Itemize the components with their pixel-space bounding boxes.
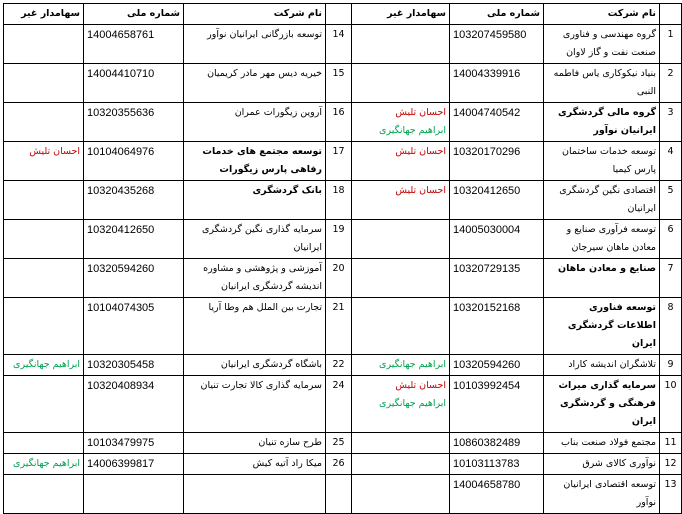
- shareholder-name: ابراهیم جهانگیری: [13, 359, 80, 370]
- company-name: بنیاد نیکوکاری یاس فاطمه النبی: [544, 64, 660, 103]
- shareholder-cell: [352, 454, 450, 475]
- row-number: 5: [660, 181, 682, 220]
- national-id: 10103479975: [84, 433, 184, 454]
- national-id: 14004658761: [84, 25, 184, 64]
- shareholder-cell: [352, 475, 450, 514]
- shareholder-cell: [4, 103, 84, 142]
- row-number: 10: [660, 376, 682, 433]
- row-number: 14: [326, 25, 352, 64]
- header-row-num-left: [326, 4, 352, 25]
- shareholder-cell: [4, 25, 84, 64]
- company-name: خیریه دیس مهر مادر کریمیان: [184, 64, 326, 103]
- table-row: [4, 298, 682, 355]
- row-number: 2: [660, 64, 682, 103]
- shareholder-name: ابراهیم جهانگیری: [379, 125, 446, 136]
- company-name: بانک گردشگری: [184, 181, 326, 220]
- row-number: 25: [326, 433, 352, 454]
- shareholder-cell: [4, 376, 84, 433]
- company-name: توسعه خدمات ساختمان پارس کیمیا: [544, 142, 660, 181]
- table-row: [4, 433, 682, 454]
- header-row-num-right: [660, 4, 682, 25]
- national-id: 14005030004: [450, 220, 544, 259]
- company-name: مجتمع فولاد صنعت بناب: [544, 433, 660, 454]
- national-id: 10320170296: [450, 142, 544, 181]
- row-number: 18: [326, 181, 352, 220]
- table-row: [4, 355, 682, 376]
- company-name: توسعه فناوری اطلاعات گردشگری ایران: [544, 298, 660, 355]
- national-id: 10320305458: [84, 355, 184, 376]
- company-name: توسعه مجتمع های خدمات رفاهی پارس زیگورات: [184, 142, 326, 181]
- shareholder-cell: [4, 142, 84, 181]
- shareholder-cell: [352, 433, 450, 454]
- row-number: 6: [660, 220, 682, 259]
- national-id: 10320412650: [450, 181, 544, 220]
- national-id: 14004740542: [450, 103, 544, 142]
- shareholder-cell: [352, 259, 450, 298]
- table-row: [4, 103, 682, 142]
- company-name: نوآوری کالای شرق: [544, 454, 660, 475]
- shareholder-cell: [4, 454, 84, 475]
- header-row: [4, 4, 682, 25]
- national-id: 10320152168: [450, 298, 544, 355]
- shareholder-cell: [4, 259, 84, 298]
- shareholder-name: احسان تلیش: [395, 107, 446, 118]
- row-number: 9: [660, 355, 682, 376]
- shareholder-cell: [4, 355, 84, 376]
- table-row: [4, 220, 682, 259]
- row-number: 4: [660, 142, 682, 181]
- shareholder-cell: [4, 64, 84, 103]
- national-id: 103207459580: [450, 25, 544, 64]
- national-id: [84, 475, 184, 514]
- row-number: 11: [660, 433, 682, 454]
- row-number: 3: [660, 103, 682, 142]
- company-table: [3, 3, 682, 514]
- header-shareholder-left: سهامدار غیر: [4, 4, 84, 25]
- table-row: [4, 181, 682, 220]
- row-number: 16: [326, 103, 352, 142]
- company-name: باشگاه گردشگری ایرانیان: [184, 355, 326, 376]
- national-id: 10320412650: [84, 220, 184, 259]
- company-name: گروه مهندسی و فناوری صنعت نفت و گاز لاوان: [544, 25, 660, 64]
- shareholder-cell: [4, 298, 84, 355]
- shareholder-cell: [4, 433, 84, 454]
- row-number: 26: [326, 454, 352, 475]
- company-name: سرمایه گذاری میراث فرهنگی و گردشگری ایران: [544, 376, 660, 433]
- row-number: 1: [660, 25, 682, 64]
- shareholder-cell: [352, 25, 450, 64]
- company-name: گروه مالی گردشگری ایرانیان نوآور: [544, 103, 660, 142]
- row-number: [326, 475, 352, 514]
- national-id: 10103992454: [450, 376, 544, 433]
- header-national-id-left: شماره ملی: [84, 4, 184, 25]
- shareholder-name: احسان تلیش: [395, 185, 446, 196]
- table-row: [4, 142, 682, 181]
- national-id: 10320594260: [84, 259, 184, 298]
- national-id: 10103113783: [450, 454, 544, 475]
- national-id: 10320408934: [84, 376, 184, 433]
- table-row: [4, 376, 682, 433]
- shareholder-cell: [352, 64, 450, 103]
- shareholder-name: ابراهیم جهانگیری: [379, 359, 446, 370]
- header-company-right: نام شرکت: [544, 4, 660, 25]
- table-row: [4, 454, 682, 475]
- shareholder-cell: [352, 142, 450, 181]
- shareholder-name: احسان تلیش: [395, 380, 446, 391]
- row-number: 8: [660, 298, 682, 355]
- national-id: 14004410710: [84, 64, 184, 103]
- company-name: [184, 475, 326, 514]
- row-number: 19: [326, 220, 352, 259]
- shareholder-cell: [352, 376, 450, 433]
- national-id: 10320729135: [450, 259, 544, 298]
- header-shareholder-right: سهامدار غیر: [352, 4, 450, 25]
- company-name: تلاشگران اندیشه کاراد: [544, 355, 660, 376]
- company-name: سرمایه گذاری کالا تجارت تنیان: [184, 376, 326, 433]
- row-number: 13: [660, 475, 682, 514]
- shareholder-name: ابراهیم جهانگیری: [13, 458, 80, 469]
- company-name: توسعه بازرگانی ایرانیان نوآور: [184, 25, 326, 64]
- row-number: 21: [326, 298, 352, 355]
- national-id: 10860382489: [450, 433, 544, 454]
- national-id: 10320435268: [84, 181, 184, 220]
- row-number: 22: [326, 355, 352, 376]
- table-row: [4, 64, 682, 103]
- row-number: 20: [326, 259, 352, 298]
- company-name: طرح سازه تنیان: [184, 433, 326, 454]
- national-id: 14004339916: [450, 64, 544, 103]
- company-name: میکا راد آتیه کیش: [184, 454, 326, 475]
- table-row: [4, 259, 682, 298]
- shareholder-cell: [4, 220, 84, 259]
- shareholder-cell: [352, 220, 450, 259]
- row-number: 12: [660, 454, 682, 475]
- shareholder-cell: [4, 475, 84, 514]
- national-id: 10104064976: [84, 142, 184, 181]
- company-name: آموزشی و پژوهشی و مشاوره اندیشه گردشگری ایرانیان: [184, 259, 326, 298]
- national-id: 10320594260: [450, 355, 544, 376]
- company-name: توسعه اقتصادی ایرانیان نوآور: [544, 475, 660, 514]
- shareholder-cell: [352, 103, 450, 142]
- company-name: صنایع و معادن ماهان: [544, 259, 660, 298]
- company-name: توسعه فرآوری صنایع و معادن ماهان سیرجان: [544, 220, 660, 259]
- shareholder-cell: [352, 355, 450, 376]
- company-name: تجارت بین الملل هم وطا آریا: [184, 298, 326, 355]
- national-id: 14004658780: [450, 475, 544, 514]
- shareholder-cell: [4, 181, 84, 220]
- row-number: 7: [660, 259, 682, 298]
- row-number: 24: [326, 376, 352, 433]
- shareholder-cell: [352, 181, 450, 220]
- row-number: 17: [326, 142, 352, 181]
- shareholder-name: احسان تلیش: [29, 146, 80, 157]
- header-national-id-right: شماره ملی: [450, 4, 544, 25]
- table-row: [4, 25, 682, 64]
- header-company-left: نام شرکت: [184, 4, 326, 25]
- row-number: 15: [326, 64, 352, 103]
- national-id: 10320355636: [84, 103, 184, 142]
- company-name: اقتصادی نگین گردشگری ایرانیان: [544, 181, 660, 220]
- shareholder-name: ابراهیم جهانگیری: [379, 398, 446, 409]
- company-name: آروین زیگورات عمران: [184, 103, 326, 142]
- company-name: سرمایه گذاری نگین گردشگری ایرانیان: [184, 220, 326, 259]
- table-row: [4, 475, 682, 514]
- shareholder-name: احسان تلیش: [395, 146, 446, 157]
- national-id: 10104074305: [84, 298, 184, 355]
- shareholder-cell: [352, 298, 450, 355]
- national-id: 14006399817: [84, 454, 184, 475]
